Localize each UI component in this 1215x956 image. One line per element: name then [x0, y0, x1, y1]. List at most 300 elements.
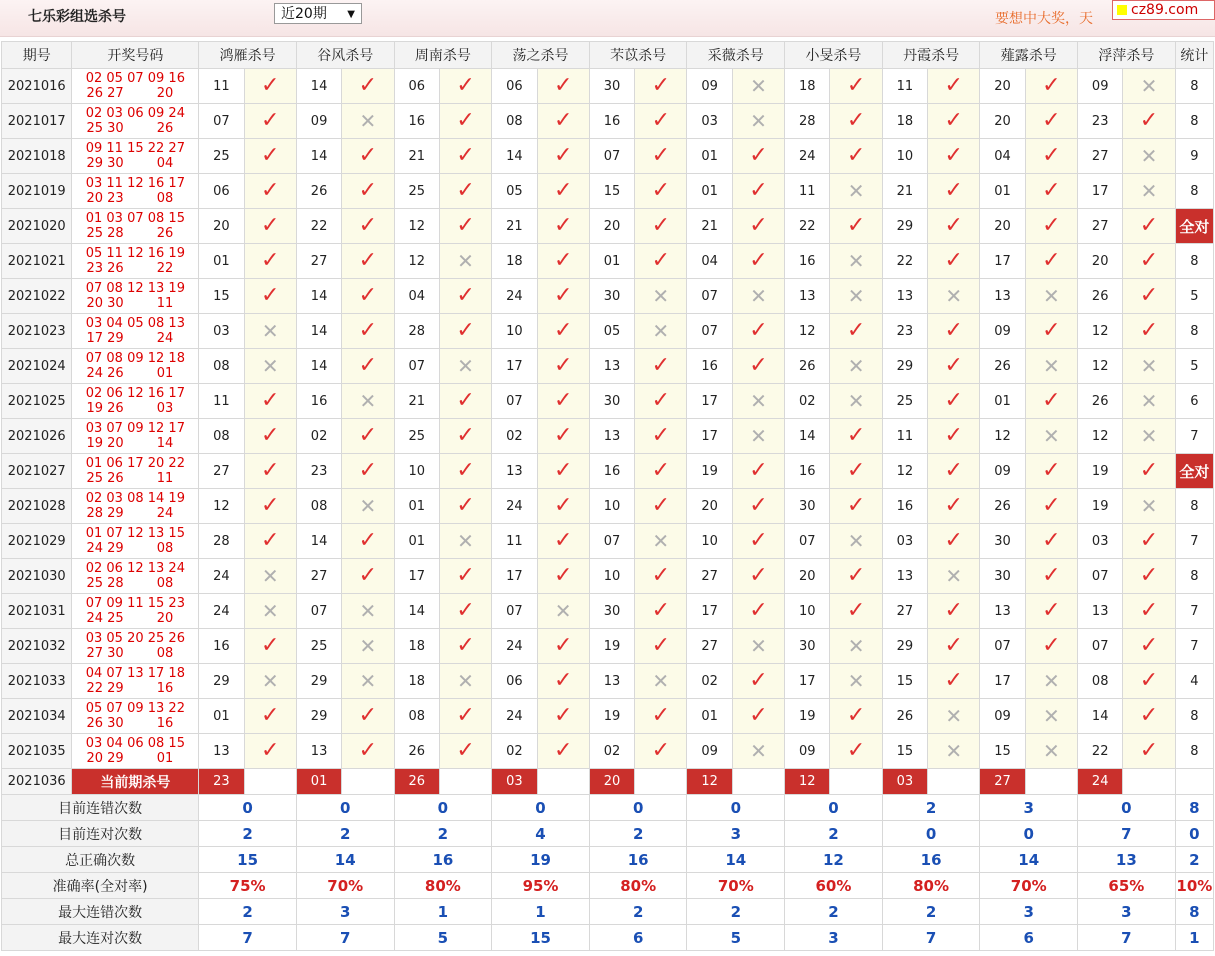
check-icon: ✓ — [553, 108, 573, 133]
cross-icon: ✕ — [261, 598, 279, 623]
kill-number-cell: 24 — [199, 594, 244, 629]
check-icon-cell — [342, 454, 394, 489]
cross-icon-cell — [732, 384, 784, 419]
kill-number-cell: 29 — [199, 664, 244, 699]
draw-numbers-line2 — [72, 191, 198, 206]
draw-numbers-line2 — [72, 401, 198, 416]
kill-number-cell: 16 — [882, 489, 927, 524]
stat-value: 2 — [687, 899, 785, 925]
kill-number-cell: 04 — [394, 279, 439, 314]
kill-number-cell: 14 — [1078, 699, 1123, 734]
kill-number-cell: 09 — [296, 104, 341, 139]
cross-icon: ✕ — [457, 353, 474, 378]
kill-number-cell: 17 — [980, 664, 1025, 699]
check-icon: ✓ — [261, 178, 280, 203]
check-icon-cell — [244, 244, 296, 279]
kill-number-cell: 07 — [980, 629, 1025, 664]
stat-value: 80% — [882, 873, 980, 899]
check-icon-cell — [342, 314, 394, 349]
count-cell: 5 — [1175, 349, 1213, 384]
check-icon-cell — [830, 489, 882, 524]
check-icon-cell — [1123, 594, 1175, 629]
draw-numbers-tail: 17 29 — [86, 331, 124, 346]
kill-number-cell: 08 — [296, 489, 341, 524]
kill-number-cell: 17 — [492, 349, 537, 384]
check-icon-cell — [1025, 594, 1077, 629]
check-icon: ✓ — [1042, 108, 1061, 133]
kill-number-cell: 27 — [296, 244, 341, 279]
check-icon: ✓ — [1139, 563, 1159, 588]
stat-value: 16 — [882, 847, 980, 873]
special-number: 08 — [156, 191, 174, 206]
draw-numbers-line: 03 05 20 25 26 — [85, 631, 185, 646]
check-icon: ✓ — [261, 738, 280, 763]
current-kill-spacer — [537, 769, 589, 795]
check-icon: ✓ — [553, 73, 573, 98]
draw-numbers-cell — [72, 629, 199, 664]
cross-icon: ✕ — [1042, 353, 1060, 378]
draw-numbers-cell — [72, 314, 199, 349]
cross-icon-cell — [928, 559, 980, 594]
cross-icon-cell — [244, 349, 296, 384]
draw-numbers-tail: 23 26 — [86, 261, 124, 276]
draw-numbers-tail: 22 29 — [86, 681, 124, 696]
check-icon-cell — [244, 629, 296, 664]
draw-numbers-line2 — [72, 716, 198, 731]
cross-icon-cell — [928, 734, 980, 769]
check-icon: ✓ — [846, 108, 866, 133]
stat-value: 70% — [296, 873, 394, 899]
kill-number-cell: 08 — [199, 419, 244, 454]
special-number: 24 — [156, 331, 174, 346]
current-kill-label: 当前期杀号 — [72, 769, 199, 795]
check-icon-cell — [732, 559, 784, 594]
cross-icon: ✕ — [261, 668, 279, 693]
draw-numbers-line2 — [72, 681, 198, 696]
kill-number-cell: 14 — [296, 139, 341, 174]
check-icon: ✓ — [1139, 633, 1159, 658]
check-icon-cell — [1025, 104, 1077, 139]
stat-value: 70% — [687, 873, 785, 899]
check-icon: ✓ — [553, 458, 573, 483]
stat-value: 3 — [1078, 899, 1176, 925]
period-cell: 2021024 — [2, 349, 72, 384]
stat-value: 0 — [492, 795, 590, 821]
kill-number-cell: 04 — [980, 139, 1025, 174]
draw-numbers-tail: 25 26 — [86, 471, 124, 486]
kill-number-cell: 07 — [492, 594, 537, 629]
cross-icon-cell — [830, 349, 882, 384]
cross-icon-cell — [1123, 349, 1175, 384]
check-icon: ✓ — [846, 458, 866, 483]
cross-icon-cell — [830, 279, 882, 314]
column-header: 荡之杀号 — [492, 42, 590, 69]
check-icon: ✓ — [846, 493, 866, 518]
check-icon-cell — [928, 454, 980, 489]
draw-numbers-line: 03 04 05 08 13 — [85, 316, 185, 331]
kill-number-cell: 26 — [1078, 384, 1123, 419]
cross-icon: ✕ — [847, 528, 865, 553]
stat-value: 7 — [1078, 925, 1176, 951]
check-icon-cell — [732, 524, 784, 559]
check-icon: ✓ — [358, 213, 378, 238]
stat-value: 6 — [980, 925, 1078, 951]
check-icon: ✓ — [749, 353, 768, 378]
site-badge[interactable] — [1112, 0, 1215, 20]
cross-icon-cell — [830, 244, 882, 279]
special-number: 20 — [156, 611, 174, 626]
cross-icon-cell — [439, 524, 491, 559]
cross-icon: ✕ — [847, 633, 865, 658]
table-row — [2, 314, 1214, 349]
draw-numbers-tail: 27 30 — [86, 646, 124, 661]
cross-icon: ✕ — [1042, 283, 1060, 308]
site-badge-label: cz89.com — [1131, 2, 1199, 18]
period-cell: 2021020 — [2, 209, 72, 244]
kill-number-cell: 13 — [589, 664, 634, 699]
check-icon-cell — [928, 174, 980, 209]
check-icon-cell — [439, 559, 491, 594]
kill-number-cell: 10 — [492, 314, 537, 349]
draw-numbers-tail: 24 29 — [86, 541, 124, 556]
draw-numbers-tail: 20 23 — [86, 191, 124, 206]
check-icon: ✓ — [456, 423, 475, 448]
kill-number-cell: 03 — [199, 314, 244, 349]
cross-icon: ✕ — [750, 73, 767, 98]
table-row — [2, 104, 1214, 139]
kill-number-cell: 20 — [589, 209, 634, 244]
cross-icon: ✕ — [1140, 423, 1158, 448]
check-icon-cell — [928, 349, 980, 384]
check-icon: ✓ — [944, 353, 963, 378]
kill-number-cell: 17 — [394, 559, 439, 594]
draw-numbers-line: 07 08 09 12 18 — [85, 351, 185, 366]
column-header: 小旻杀号 — [785, 42, 883, 69]
draw-numbers-tail: 26 30 — [86, 716, 124, 731]
cross-icon: ✕ — [359, 598, 377, 623]
check-icon: ✓ — [944, 458, 963, 483]
check-icon: ✓ — [456, 598, 475, 623]
check-icon: ✓ — [456, 703, 475, 728]
kill-number-cell: 09 — [980, 454, 1025, 489]
check-icon: ✓ — [944, 178, 963, 203]
check-icon: ✓ — [358, 423, 378, 448]
count-cell: 7 — [1175, 524, 1213, 559]
kill-number-cell: 14 — [785, 419, 830, 454]
check-icon-cell — [439, 384, 491, 419]
period-cell: 2021030 — [2, 559, 72, 594]
draw-numbers-tail: 25 28 — [86, 226, 124, 241]
check-icon-cell — [537, 69, 589, 104]
check-icon: ✓ — [261, 73, 280, 98]
cross-icon: ✕ — [457, 668, 474, 693]
check-icon-cell — [537, 664, 589, 699]
kill-number-cell: 22 — [882, 244, 927, 279]
check-icon: ✓ — [846, 213, 866, 238]
draw-numbers-line2 — [72, 366, 198, 381]
check-icon: ✓ — [1042, 388, 1061, 413]
check-icon-cell — [439, 209, 491, 244]
check-icon-cell — [928, 139, 980, 174]
kill-number-cell: 21 — [394, 139, 439, 174]
check-icon: ✓ — [651, 598, 671, 623]
check-icon-cell — [1025, 244, 1077, 279]
count-cell: 8 — [1175, 69, 1213, 104]
current-kill-number: 23 — [199, 769, 244, 795]
cross-icon-cell — [732, 734, 784, 769]
column-header: 周南杀号 — [394, 42, 492, 69]
stat-value: 1 — [492, 899, 590, 925]
column-header: 薤露杀号 — [980, 42, 1078, 69]
page-title: 七乐彩组选杀号 — [28, 9, 126, 25]
kill-number-cell: 19 — [785, 699, 830, 734]
check-icon: ✓ — [846, 73, 866, 98]
stat-label: 目前连错次数 — [2, 795, 199, 821]
current-kill-spacer — [439, 769, 491, 795]
check-icon-cell — [1123, 664, 1175, 699]
check-icon: ✓ — [944, 143, 963, 168]
draw-numbers-cell — [72, 244, 199, 279]
kill-number-cell: 30 — [785, 629, 830, 664]
stat-value: 16 — [394, 847, 492, 873]
cross-icon: ✕ — [261, 353, 279, 378]
cross-icon: ✕ — [457, 248, 474, 273]
period-select[interactable] — [274, 3, 362, 24]
table-row — [2, 69, 1214, 104]
check-icon-cell — [1123, 104, 1175, 139]
check-icon: ✓ — [1042, 563, 1061, 588]
kill-number-cell: 10 — [589, 489, 634, 524]
cross-icon-cell — [830, 384, 882, 419]
period-cell: 2021018 — [2, 139, 72, 174]
cross-icon: ✕ — [847, 248, 865, 273]
check-icon-cell — [732, 314, 784, 349]
stat-value: 0 — [1078, 795, 1176, 821]
stat-label: 总正确次数 — [2, 847, 199, 873]
kill-number-cell: 07 — [492, 384, 537, 419]
check-icon-cell — [635, 594, 687, 629]
check-icon: ✓ — [358, 458, 378, 483]
cross-icon: ✕ — [652, 318, 670, 343]
column-header: 期号 — [2, 42, 72, 69]
kill-number-cell: 16 — [296, 384, 341, 419]
check-icon-cell — [244, 384, 296, 419]
check-icon: ✓ — [358, 738, 378, 763]
current-count-spacer — [1175, 769, 1213, 795]
promo-text[interactable]: 要想中大奖，天 — [995, 11, 1093, 27]
stat-value: 7 — [1078, 821, 1176, 847]
kill-number-cell: 02 — [687, 664, 732, 699]
table-row — [2, 489, 1214, 524]
kill-number-cell: 22 — [1078, 734, 1123, 769]
check-icon-cell — [1123, 454, 1175, 489]
kill-number-cell: 26 — [296, 174, 341, 209]
check-icon: ✓ — [261, 633, 280, 658]
check-icon-cell — [439, 69, 491, 104]
kill-number-cell: 19 — [589, 629, 634, 664]
check-icon-cell — [1025, 524, 1077, 559]
draw-numbers-line2 — [72, 436, 198, 451]
column-header: 芣苡杀号 — [589, 42, 687, 69]
kill-number-cell: 14 — [492, 139, 537, 174]
table-row — [2, 349, 1214, 384]
kill-number-cell: 12 — [882, 454, 927, 489]
kill-number-cell: 07 — [1078, 559, 1123, 594]
kill-number-cell: 16 — [199, 629, 244, 664]
stat-value: 1 — [394, 899, 492, 925]
current-kill-spacer — [1025, 769, 1077, 795]
check-icon-cell — [928, 594, 980, 629]
stat-value: 8 — [1175, 899, 1213, 925]
check-icon: ✓ — [651, 703, 671, 728]
check-icon-cell — [244, 524, 296, 559]
check-icon: ✓ — [553, 563, 573, 588]
check-icon-cell — [830, 104, 882, 139]
check-icon: ✓ — [749, 703, 768, 728]
check-icon: ✓ — [553, 633, 573, 658]
check-icon: ✓ — [456, 493, 475, 518]
count-cell: 8 — [1175, 244, 1213, 279]
period-cell: 2021019 — [2, 174, 72, 209]
kill-number-cell: 17 — [687, 384, 732, 419]
check-icon-cell — [537, 244, 589, 279]
check-icon: ✓ — [358, 528, 378, 553]
check-icon-cell — [830, 699, 882, 734]
check-icon-cell — [537, 699, 589, 734]
cross-icon: ✕ — [750, 388, 767, 413]
cross-icon-cell — [244, 314, 296, 349]
draw-numbers-line: 02 05 07 09 16 — [85, 71, 185, 86]
kill-number-cell: 14 — [296, 314, 341, 349]
check-icon: ✓ — [944, 633, 963, 658]
kill-number-cell: 24 — [492, 489, 537, 524]
cross-icon-cell — [1025, 699, 1077, 734]
period-cell: 2021034 — [2, 699, 72, 734]
draw-numbers-line2 — [72, 331, 198, 346]
stat-value: 2 — [785, 899, 883, 925]
check-icon: ✓ — [651, 213, 671, 238]
check-icon-cell — [537, 104, 589, 139]
check-icon-cell — [342, 174, 394, 209]
kill-number-cell: 24 — [492, 279, 537, 314]
kill-number-cell: 15 — [199, 279, 244, 314]
check-icon-cell — [439, 594, 491, 629]
check-icon-cell — [1123, 209, 1175, 244]
kill-number-cell: 26 — [980, 349, 1025, 384]
stat-value: 0 — [687, 795, 785, 821]
check-icon: ✓ — [261, 108, 280, 133]
kill-number-cell: 09 — [980, 314, 1025, 349]
stat-value: 0 — [296, 795, 394, 821]
check-icon-cell — [1025, 454, 1077, 489]
check-icon: ✓ — [553, 493, 573, 518]
cross-icon: ✕ — [652, 528, 670, 553]
check-icon-cell — [537, 314, 589, 349]
table-row — [2, 174, 1214, 209]
check-icon: ✓ — [261, 248, 280, 273]
kill-number-cell: 13 — [980, 594, 1025, 629]
count-cell: 9 — [1175, 139, 1213, 174]
stat-value: 13 — [1078, 847, 1176, 873]
check-icon-cell — [1123, 559, 1175, 594]
kill-number-cell: 01 — [199, 244, 244, 279]
table-row — [2, 524, 1214, 559]
check-icon-cell — [830, 454, 882, 489]
column-header: 鸿雁杀号 — [199, 42, 297, 69]
current-kill-spacer — [244, 769, 296, 795]
kill-number-cell: 27 — [1078, 209, 1123, 244]
kill-number-cell: 06 — [199, 174, 244, 209]
kill-number-cell: 27 — [687, 559, 732, 594]
draw-numbers-cell — [72, 419, 199, 454]
cross-icon: ✕ — [945, 283, 963, 308]
cross-icon: ✕ — [359, 493, 377, 518]
cross-icon: ✕ — [1140, 73, 1158, 98]
kill-number-cell: 11 — [882, 419, 927, 454]
kill-number-cell: 12 — [1078, 419, 1123, 454]
draw-numbers-tail: 25 30 — [86, 121, 124, 136]
stat-value: 3 — [296, 899, 394, 925]
check-icon: ✓ — [651, 108, 671, 133]
check-icon-cell — [928, 629, 980, 664]
kill-number-cell: 12 — [199, 489, 244, 524]
draw-numbers-cell — [72, 69, 199, 104]
cross-icon-cell — [537, 594, 589, 629]
table-row — [2, 594, 1214, 629]
chevron-down-icon: ▼ — [347, 9, 355, 20]
kill-number-cell: 26 — [785, 349, 830, 384]
check-icon: ✓ — [1139, 283, 1159, 308]
check-icon: ✓ — [358, 248, 378, 273]
kill-number-cell: 08 — [199, 349, 244, 384]
kill-number-cell: 29 — [296, 664, 341, 699]
check-icon: ✓ — [651, 493, 671, 518]
cross-icon-cell — [1025, 734, 1077, 769]
special-number: 26 — [156, 121, 174, 136]
kill-number-cell: 30 — [980, 524, 1025, 559]
check-icon: ✓ — [651, 563, 671, 588]
check-icon-cell — [342, 699, 394, 734]
cross-icon-cell — [830, 629, 882, 664]
check-icon: ✓ — [261, 423, 280, 448]
stat-value: 10% — [1175, 873, 1213, 899]
check-icon: ✓ — [651, 143, 671, 168]
check-icon: ✓ — [1139, 318, 1159, 343]
cross-icon-cell — [342, 489, 394, 524]
stat-value: 80% — [394, 873, 492, 899]
kill-number-cell: 02 — [492, 734, 537, 769]
kill-number-cell: 29 — [296, 699, 341, 734]
current-kill-spacer — [830, 769, 882, 795]
cross-icon-cell — [732, 104, 784, 139]
draw-numbers-cell — [72, 699, 199, 734]
column-header: 浮萍杀号 — [1078, 42, 1176, 69]
draw-numbers-line: 02 06 12 13 24 — [85, 561, 185, 576]
current-kill-spacer — [342, 769, 394, 795]
check-icon-cell — [928, 209, 980, 244]
stat-value: 14 — [687, 847, 785, 873]
check-icon-cell — [1123, 629, 1175, 664]
check-icon: ✓ — [846, 423, 866, 448]
check-icon-cell — [439, 734, 491, 769]
special-number: 14 — [156, 436, 174, 451]
check-icon: ✓ — [261, 213, 280, 238]
check-icon-cell — [635, 734, 687, 769]
stat-value: 0 — [199, 795, 297, 821]
kill-number-cell: 30 — [980, 559, 1025, 594]
stat-value: 60% — [785, 873, 883, 899]
kill-number-cell: 13 — [589, 349, 634, 384]
